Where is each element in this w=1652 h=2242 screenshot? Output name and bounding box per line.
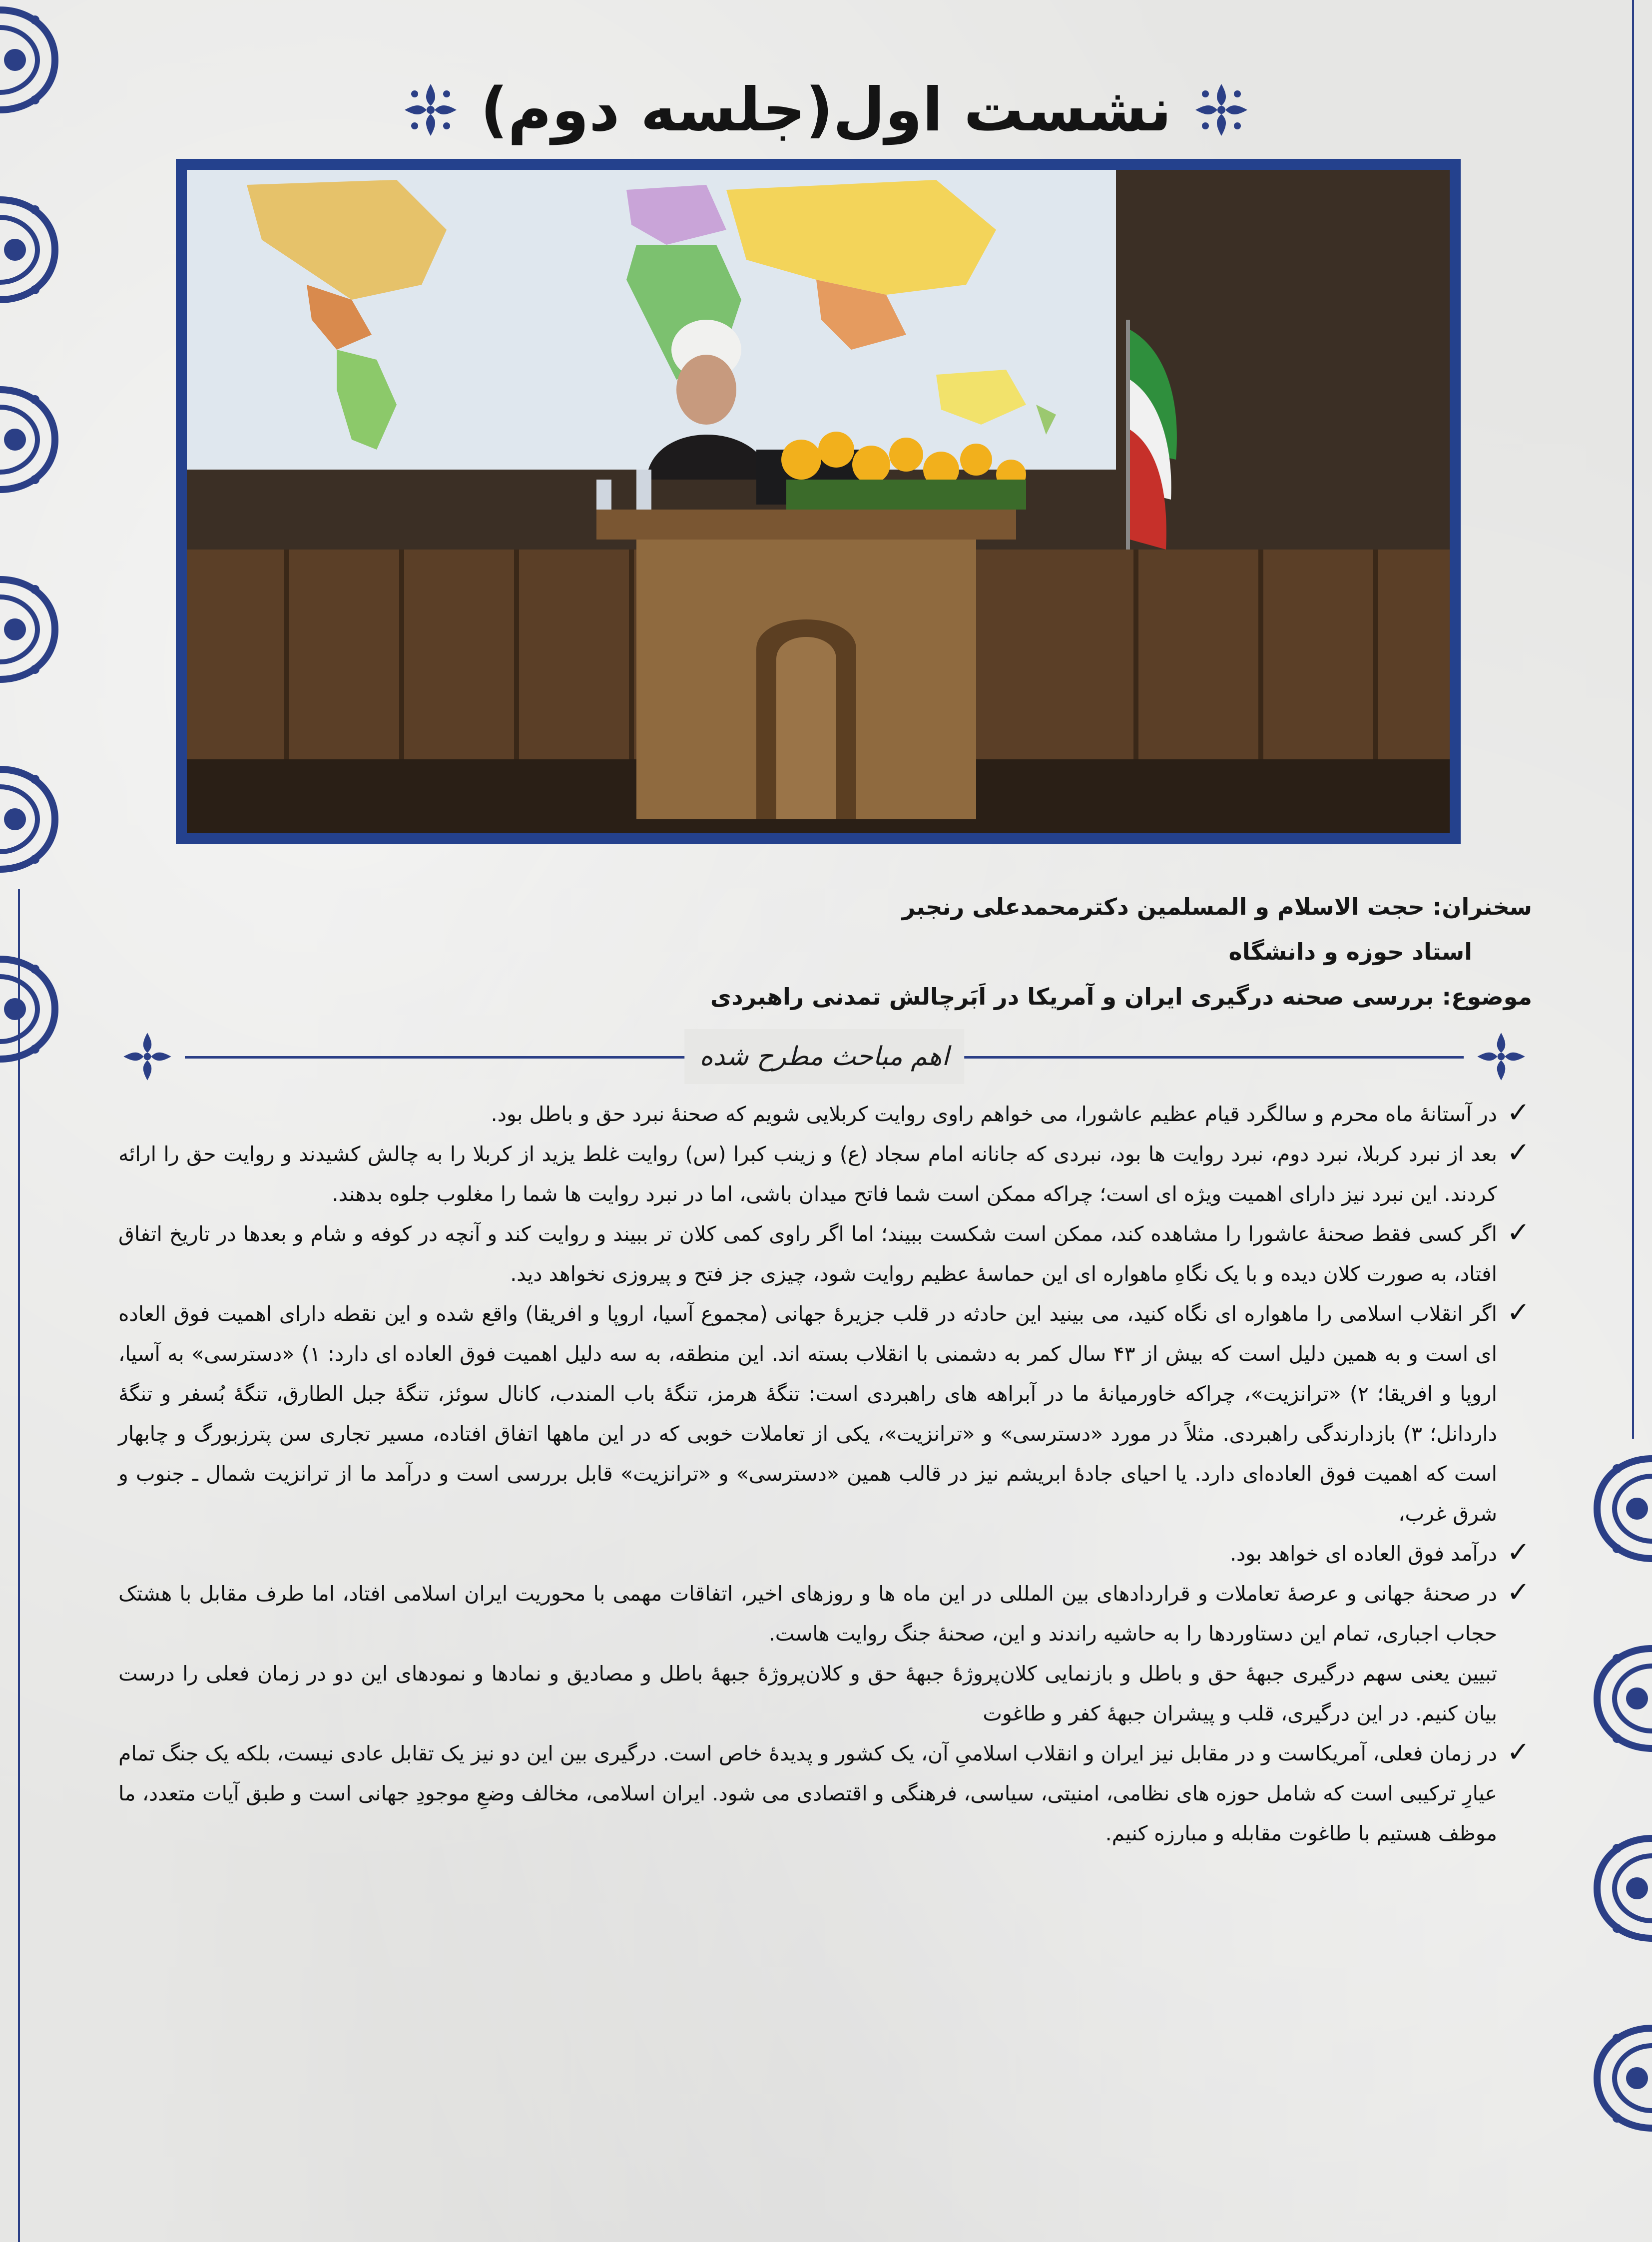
right-ornament-border <box>1587 1439 1652 2242</box>
checkmark-icon: ✓ <box>1507 1296 1530 1329</box>
left-ornament-border <box>0 0 65 1149</box>
section-header <box>120 1029 1529 1084</box>
section-title: اهم مباحث مطرح شده <box>684 1029 964 1084</box>
list-item: ✓ در آستانهٔ ماه محرم و سالگرد قیام عظیم عاشورا، می خواهم راوی روایت کربلایی شویم که صحنهٔ نبرد حق و باطل بود. <box>118 1094 1532 1134</box>
discussion-points <box>118 1094 1532 1853</box>
checkmark-icon: ✓ <box>1507 1216 1530 1249</box>
ornament-icon <box>1474 1029 1529 1084</box>
list-item: ✓ بعد از نبرد کربلا، نبرد دوم، نبرد روایت ها بود، نبردی که جانانه امام سجاد (ع) و زینب کبرا (س) روایت غلط یزید از کربلا را به چالش کشیدند و روایت حق را ارائه کردند. این نبرد نیز دارای اهمیت ویژه ای است؛ چراکه ممکن است شما فاتح میدان باشی، اما در نبرد روایت ها شما را مغلوب جلوه بدهند. <box>118 1134 1532 1214</box>
list-item: ✓ اگر کسی فقط صحنهٔ عاشورا را مشاهده کند، ممکن است شکست ببیند؛ اما اگر راوی کمی کلان تر ببیند و روایت کند و آنچه در کوفه و شام و بعدها در تاریخ اتفاق افتاد، به صورت کلان دیده و با یک نگاهِ ماهواره ای این حماسهٔ عظیم روایت شود، چیزی جز فتح و پیروزی نخواهد دید. <box>118 1214 1532 1294</box>
checkmark-icon: ✓ <box>1507 1576 1530 1609</box>
speaker-line: سخنران: حجت الاسلام و المسلمین دکترمحمدعلی رنجبر <box>902 893 1532 920</box>
list-item: ✓ در زمان فعلی، آمریکاست و در مقابل نیز ایران و انقلاب اسلامیِ آن، یک کشور و پدیدهٔ خاص است. درگیری بین این دو نیز یک تقابل عادی نیست، بلکه یک جنگ تمام عیارِ ترکیبی است که شامل حوزه های نظامی، امنیتی، سیاسی، فرهنگی و اقتصادی می شود. ایران اسلامی، مخالف وضعِ موجودِ جهانی است و طبق آیات متعدد، ما موظف هستیم با طاغوت مقابله و مبارزه کنیم. <box>118 1733 1532 1853</box>
list-item: تبیین یعنی سهم درگیری جبههٔ حق و باطل و بازنمایی کلان‌پروژهٔ جبههٔ حق و کلان‌پروژهٔ جبههٔ باطل و مصادیق و نمادها و نمودهای این دو در زمان فعلی را درست بیان کنیم. در این درگیری، قلب و پیشران جبههٔ کفر و طاغوت <box>118 1662 1497 1725</box>
right-border-line <box>1632 0 1634 1439</box>
lecture-info <box>123 884 1532 1019</box>
checkmark-icon: ✓ <box>1507 1136 1530 1169</box>
left-border-line <box>18 889 20 2242</box>
photo-frame <box>176 159 1461 844</box>
checkmark-icon: ✓ <box>1507 1736 1530 1768</box>
ornament-icon <box>1191 80 1251 140</box>
list-item: ✓ اگر انقلاب اسلامی را ماهواره ای نگاه کنید، می بینید این حادثه در قلب جزیرهٔ جهانی (مجموع آسیا، اروپا و افریقا) واقع شده و این نقطه دارای اهمیت فوق العاده ای است و به همین دلیل است که بیش از ۴۳ سال کمر به دشمنی با انقلاب بسته اند. این منطقه، به سه دلیل اهمیت فوق العاده ای دارد: ۱) «دسترسی» به آسیا، اروپا و افریقا؛ ۲) «ترانزیت»، چراکه خاورمیانهٔ ما در آبراهه های راهبردی است: تنگهٔ هرمز، تنگهٔ باب المندب، کانال سوئز، تنگهٔ جبل الطارق، تنگهٔ بُسفر و تنگهٔ داردانل؛ ۳) بازدارندگی راهبردی. مثلاً در مورد «دسترسی» و «ترانزیت»، یکی از تعاملات خوبی که در این ماهها اتفاق افتاده، مسیر تجاری سن پترزبورگ و چابهار است که اهمیت فوق العاده‌ای دارد. یا احیای جادهٔ ابریشم نیز در قالب همین «دسترسی» و «ترانزیت» قابل بررسی است و درآمد ما از ترانزیت شمال ـ جنوب و شرق غرب، <box>118 1294 1532 1534</box>
checkmark-icon: ✓ <box>1507 1536 1530 1569</box>
ornament-icon <box>120 1029 175 1084</box>
ornament-icon <box>401 80 461 140</box>
title-row <box>0 70 1652 150</box>
list-item: ✓ در صحنهٔ جهانی و عرصهٔ تعاملات و قراردادهای بین المللی در این ماه ها و روزهای اخیر، اتفاقات مهمی با محوریت ایران اسلامی افتاد، اما طرف مقابل با هشتک حجاب اجباری، تمام این دستاوردها را به حاشیه راندند و این، صحنهٔ جنگ روایت هاست. <box>118 1574 1532 1654</box>
list-item: ✓ درآمد فوق العاده ای خواهد بود. <box>118 1534 1532 1574</box>
checkmark-icon: ✓ <box>1507 1097 1530 1129</box>
affiliation-line: استاد حوزه و دانشگاه <box>1228 938 1472 965</box>
page-title: نشست اول(جلسه دوم) <box>480 75 1172 145</box>
lecture-photo <box>187 170 1450 833</box>
topic-line: موضوع: بررسی صحنه درگیری ایران و آمریکا در اَبَرچالش تمدنی راهبردی <box>710 983 1532 1010</box>
